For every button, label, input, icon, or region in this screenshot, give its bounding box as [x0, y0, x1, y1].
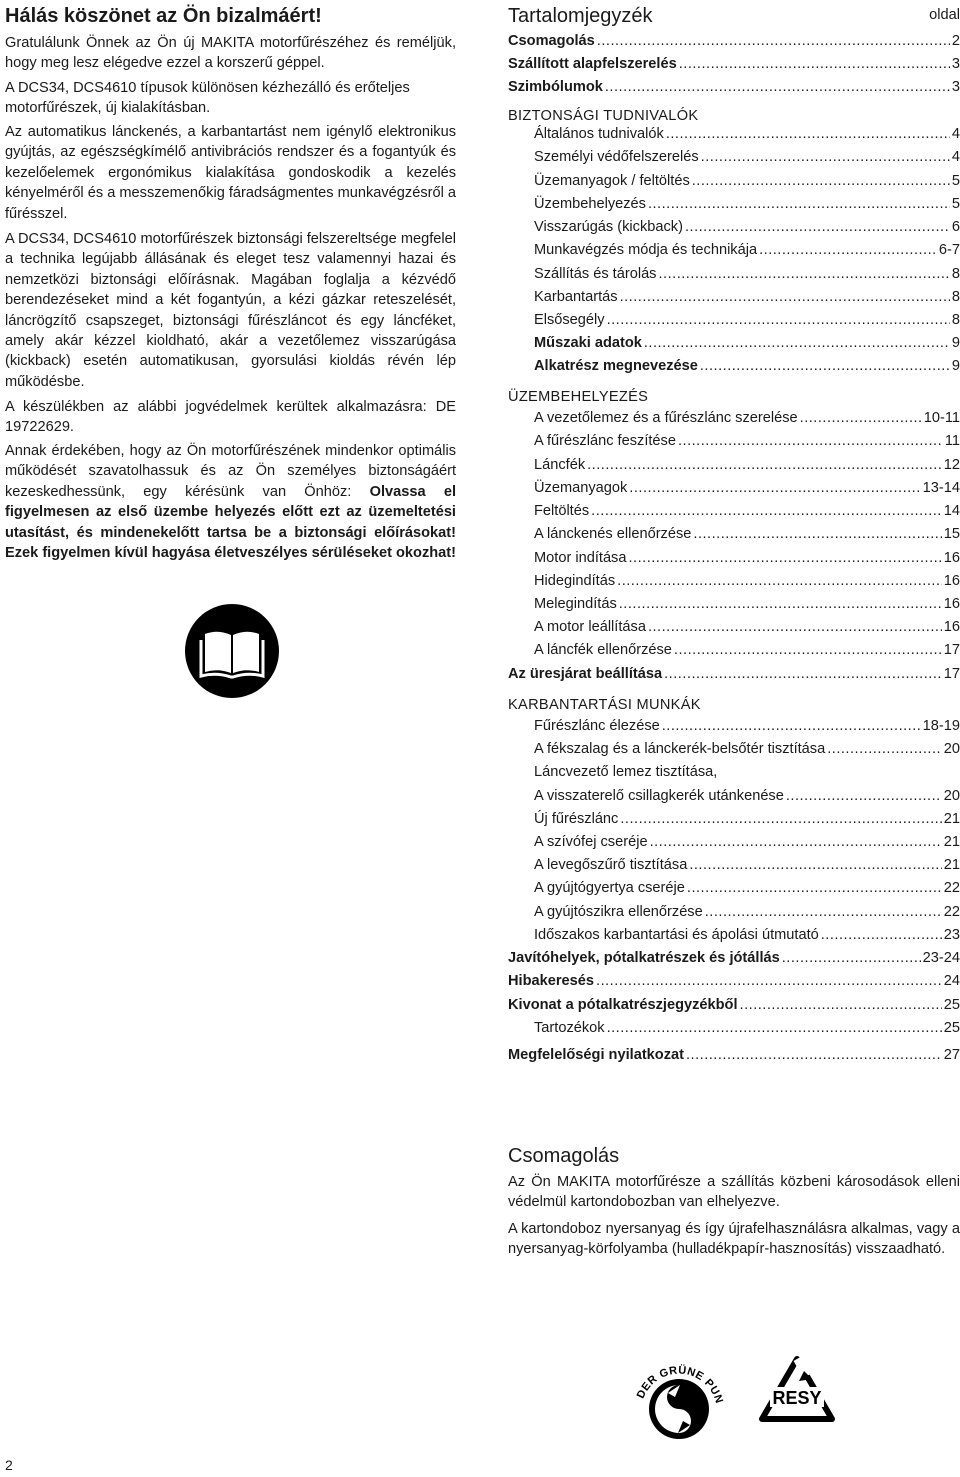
toc-leader-dots [648, 616, 942, 638]
toc-entry[interactable] [534, 523, 960, 545]
toc-leader-dots [596, 970, 942, 992]
toc-entry-label: Tartozékok [534, 1020, 605, 1036]
toc-leader-dots [619, 593, 942, 615]
toc-entry-page: 5 [951, 173, 960, 189]
toc-entry[interactable] [534, 901, 960, 923]
toc-entry-label: Hibakeresés [508, 973, 595, 989]
toc-entry-label: Üzembehelyezés [534, 196, 646, 212]
toc-entry-page: 21 [943, 834, 960, 850]
toc-leader-dots [650, 831, 942, 853]
toc-leader-dots [782, 947, 921, 969]
toc-entry-page: 14 [943, 503, 960, 519]
page-number: 2 [5, 1457, 13, 1473]
toc-leader-dots [620, 286, 950, 308]
toc-entry-label: Időszakos karbantartási és ápolási útmutató [534, 927, 819, 943]
toc-leader-dots [662, 715, 921, 737]
toc-entry[interactable] [534, 170, 960, 192]
toc-entry-label: Üzemanyagok [534, 480, 628, 496]
toc-entry-label: Kivonat a pótalkatrészjegyzékből [508, 997, 738, 1013]
toc-leader-dots [759, 239, 937, 261]
toc-entry-page: 17 [943, 642, 960, 658]
toc-leader-dots [658, 263, 949, 285]
warning-text: Olvassa el figyelmesen az első üzembe helyezés előtt ezt az üzemeltetési utasítást, és mindenekelőtt tartsa be a biztonsági előírásokat! Ezek figyelmen kívül hagyása életveszélyes sérüléseket okozhat! [5, 483, 457, 562]
toc-entry-label: Elsősegély [534, 312, 605, 328]
toc-section-heading: BIZTONSÁGI TUDNIVALÓK [508, 108, 699, 124]
toc-entry-label: Melegindítás [534, 596, 617, 612]
toc-entry-page: 4 [951, 149, 960, 165]
toc-leader-dots [692, 170, 950, 192]
toc-section-heading: KARBANTARTÁSI MUNKÁK [508, 697, 701, 713]
toc-entry-label: Alkatrész megnevezése [534, 358, 698, 374]
toc-entry-page: 9 [951, 335, 960, 351]
toc-leader-dots [629, 477, 920, 499]
toc-entry-page: 23-24 [922, 950, 960, 966]
toc-entry-label: Láncfék [534, 457, 586, 473]
toc-entry[interactable] [534, 831, 960, 853]
toc-entry-page: 20 [943, 788, 960, 804]
toc-leader-dots [620, 808, 941, 830]
toc-entry-label: A levegőszűrő tisztítása [534, 857, 688, 873]
toc-leader-dots [597, 30, 950, 52]
toc-leader-dots [591, 500, 942, 522]
intro-paragraph-1: Gratulálunk Önnek az Ön új MAKITA motorfűrészéhez és reméljük, hogy meg lesz elégedve ezzel a korszerű géppel. [5, 35, 456, 72]
toc-entry[interactable] [534, 924, 960, 946]
toc-entry-page: 16 [943, 619, 960, 635]
toc-entry[interactable] [508, 994, 960, 1016]
toc-leader-dots [686, 1044, 942, 1066]
toc-entry-label: A láncfék ellenőrzése [534, 642, 672, 658]
toc-entry-label: Karbantartás [534, 289, 618, 305]
toc-title: Tartalomjegyzék [508, 5, 653, 27]
toc-entry-page: 15 [943, 526, 960, 542]
toc-entry-page: 13-14 [922, 480, 960, 496]
toc-leader-dots [740, 994, 942, 1016]
toc-entry-label: Szimbólumok [508, 79, 603, 95]
toc-entry[interactable] [534, 639, 960, 661]
toc-entry[interactable] [534, 193, 960, 215]
toc-leader-dots [605, 76, 950, 98]
toc-entry-page: 17 [943, 666, 960, 682]
toc-entry[interactable] [534, 593, 960, 615]
toc-entry[interactable] [508, 53, 960, 75]
toc-entry-label: Csomagolás [508, 33, 595, 49]
toc-entry-page: 22 [943, 904, 960, 920]
toc-entry-page: 4 [951, 126, 960, 142]
toc-entry-label: Visszarúgás (kickback) [534, 219, 683, 235]
toc-entry-page: 6 [951, 219, 960, 235]
toc-entry-page: 10-11 [923, 410, 960, 426]
toc-entry-page: 12 [943, 457, 960, 473]
toc-entry-label: Hidegindítás [534, 573, 616, 589]
toc-entry-label: Feltöltés [534, 503, 590, 519]
toc-entry[interactable] [534, 332, 960, 354]
intro-paragraph-4: A DCS34, DCS4610 motorfűrészek biztonsági felszereltsége megfelel a technika legújabb állásának és eleget tesz valamennyi hazai és nemzetközi biztonsági előírásnak. Magában foglalja a kézvédő berendezéseket mind a két fogantyún, a kézi gázkar reteszelését, láncrögzítő csapszeget, biztonsági fűrészláncot és egy láncféket, amely akár kézzel kioldható, akár a vezetőlemez visszarúgása (kickback) esetén automatikusan, gyorsulási kioldás révén lép működésbe. [5, 231, 457, 390]
toc-entry[interactable] [508, 663, 960, 685]
toc-leader-dots [617, 570, 942, 592]
toc-entry[interactable] [534, 309, 960, 331]
toc-entry[interactable] [534, 286, 960, 308]
toc-leader-dots [587, 454, 942, 476]
toc-entry-label: A szívófej cseréje [534, 834, 648, 850]
toc-entry[interactable] [534, 239, 960, 261]
toc-entry-page: 25 [943, 997, 960, 1013]
intro-paragraph-2: A DCS34, DCS4610 típusok különösen kézhezálló és erőteljes motorfűrészek, új kialakításban. [5, 80, 410, 117]
toc-entry-label: Szállított alapfelszerelés [508, 56, 677, 72]
toc-entry-label: A lánckenés ellenőrzése [534, 526, 692, 542]
toc-entry-label: Fűrészlánc élezése [534, 718, 660, 734]
toc-entry-label: Az üresjárat beállítása [508, 666, 663, 682]
toc-entry[interactable] [534, 715, 960, 737]
toc-entry-page: 27 [943, 1047, 960, 1063]
toc-entry[interactable] [534, 738, 960, 760]
toc-leader-dots [705, 901, 942, 923]
toc-entry[interactable] [508, 30, 960, 52]
toc-entry-label: A fűrészlánc feszítése [534, 433, 676, 449]
toc-entry-label: Üzemanyagok / feltöltés [534, 173, 690, 189]
toc-entry-label: A vezetőlemez és a fűrészlánc szerelése [534, 410, 798, 426]
toc-entry-label: Munkavégzés módja és technikája [534, 242, 758, 258]
toc-entry-page: 20 [943, 741, 960, 757]
toc-entry[interactable] [534, 808, 960, 830]
toc-entry[interactable] [534, 407, 960, 429]
toc-leader-dots [607, 1017, 942, 1039]
toc-leader-dots [821, 924, 942, 946]
toc-entry-label: Általános tudnivalók [534, 126, 664, 142]
green-dot-logo [628, 1345, 730, 1447]
toc-entry-label: Új fűrészlánc [534, 811, 619, 827]
toc-entry[interactable] [534, 785, 960, 807]
toc-entry-label: Műszaki adatok [534, 335, 642, 351]
section-title-packaging: Csomagolás [508, 1145, 620, 1167]
toc-entry-page: 21 [943, 811, 960, 827]
toc-leader-dots [786, 785, 942, 807]
read-manual-icon [185, 604, 279, 698]
toc-entry[interactable] [534, 547, 960, 569]
toc-entry[interactable] [534, 761, 960, 783]
toc-entry-page: 5 [951, 196, 960, 212]
toc-entry-page: 2 [951, 33, 960, 49]
toc-section-heading: ÜZEMBEHELYEZÉS [508, 389, 649, 405]
toc-entry-label: Láncvezető lemez tisztítása, [534, 764, 718, 780]
toc-entry[interactable] [534, 570, 960, 592]
toc-entry[interactable] [534, 123, 960, 145]
toc-entry-page: 23 [943, 927, 960, 943]
toc-entry[interactable] [534, 477, 960, 499]
toc-entry-label: Szállítás és tárolás [534, 266, 657, 282]
toc-entry-label: A fékszalag és a lánckerék-belsőtér tisztítása [534, 741, 826, 757]
toc-leader-dots [648, 193, 950, 215]
toc-leader-dots [678, 430, 943, 452]
resy-logo [752, 1349, 842, 1439]
toc-entry[interactable] [534, 454, 960, 476]
toc-entry[interactable] [508, 947, 960, 969]
intro-paragraph-3: Az automatikus lánckenés, a karbantartást nem igénylő elektronikus gyújtás, az egészségkímélő antivibrációs rendszer és a fogantyúk és kezelőelemek ergonómikus kialakítása gondoskodik a kezelés kényelméről és a messzemenőkig fáradságmentes munkavégzésről a fűrésszel. [5, 124, 457, 222]
toc-entry-label: Személyi védőfelszerelés [534, 149, 699, 165]
toc-leader-dots [644, 332, 950, 354]
toc-entry[interactable] [534, 216, 960, 238]
toc-entry[interactable] [534, 616, 960, 638]
toc-entry-page: 8 [951, 289, 960, 305]
toc-leader-dots [674, 639, 942, 661]
toc-entry-page: 3 [951, 56, 960, 72]
toc-leader-dots [827, 738, 942, 760]
toc-entry[interactable] [534, 146, 960, 168]
svg-text:RESY: RESY [772, 1388, 822, 1408]
toc-leader-dots [666, 123, 950, 145]
toc-entry[interactable] [534, 263, 960, 285]
toc-entry-label: Javítóhelyek, pótalkatrészek és jótállás [508, 950, 780, 966]
toc-entry-page: 24 [943, 973, 960, 989]
page-title: Hálás köszönet az Ön bizalmáért! [5, 5, 322, 27]
svg-text:DER GRÜNE PUNKT: DER GRÜNE PUN [634, 1364, 726, 1406]
toc-entry-label: A gyújtógyertya cseréje [534, 880, 685, 896]
toc-entry[interactable] [508, 970, 960, 992]
toc-entry[interactable] [534, 430, 960, 452]
toc-leader-dots [689, 854, 941, 876]
toc-entry-page: 8 [951, 312, 960, 328]
toc-leader-dots [679, 53, 950, 75]
toc-entry[interactable] [534, 1017, 960, 1039]
toc-leader-dots [701, 146, 950, 168]
toc-entry-page: 22 [943, 880, 960, 896]
toc-entry-page: 21 [943, 857, 960, 873]
toc-entry[interactable] [534, 500, 960, 522]
toc-leader-dots [628, 547, 941, 569]
toc-leader-dots [700, 355, 950, 377]
toc-entry-page: 18-19 [922, 718, 960, 734]
toc-entry[interactable] [508, 1044, 960, 1066]
toc-leader-dots [687, 877, 942, 899]
toc-entry-page: 3 [951, 79, 960, 95]
toc-entry-page: 8 [951, 266, 960, 282]
toc-entry-page: 16 [943, 550, 960, 566]
toc-entry-page: 25 [943, 1020, 960, 1036]
toc-entry[interactable] [534, 854, 960, 876]
toc-entry-page: 11 [944, 433, 960, 449]
toc-entry[interactable] [534, 877, 960, 899]
toc-entry[interactable] [534, 355, 960, 377]
packaging-paragraph-1: Az Ön MAKITA motorfűrésze a szállítás közbeni károsodások elleni védelmül kartondobozban van elhelyezve. [508, 1174, 960, 1211]
packaging-paragraph-2: A kartondoboz nyersanyag és így újrafelhasználásra alkalmas, vagy a nyersanyag-körfolyamba (hulladékpapír-hasznosítás) visszaadható. [508, 1221, 960, 1258]
toc-leader-dots [800, 407, 922, 429]
toc-leader-dots [607, 309, 950, 331]
toc-entry[interactable] [508, 76, 960, 98]
toc-leader-dots [693, 523, 941, 545]
intro-paragraph-6 [5, 441, 456, 563]
toc-entry-label: A motor leállítása [534, 619, 646, 635]
toc-entry-page: 16 [943, 573, 960, 589]
toc-leader-dots [685, 216, 950, 238]
toc-entry-label: A gyújtószikra ellenőrzése [534, 904, 703, 920]
toc-entry-label: Motor indítása [534, 550, 627, 566]
intro-paragraph-5: A készülékben az alábbi jogvédelmek kerültek alkalmazásra: DE 19722629. [5, 399, 456, 436]
toc-leader-dots [664, 663, 942, 685]
toc-entry-page: 16 [943, 596, 960, 612]
toc-entry-label: A visszaterelő csillagkerék utánkenése [534, 788, 784, 804]
toc-entry-page: 9 [951, 358, 960, 374]
toc-page-label: oldal [929, 7, 960, 23]
toc-entry-label: Megfelelőségi nyilatkozat [508, 1047, 684, 1063]
request-text: Annak érdekében, hogy az Ön motorfűrészének mindenkor optimális működését szavatolhassuk és az Ön személyes biztonságáért kezeskedhessünk, egy kérésünk van Önhöz: [5, 443, 456, 500]
toc-entry-page: 6-7 [938, 242, 960, 258]
